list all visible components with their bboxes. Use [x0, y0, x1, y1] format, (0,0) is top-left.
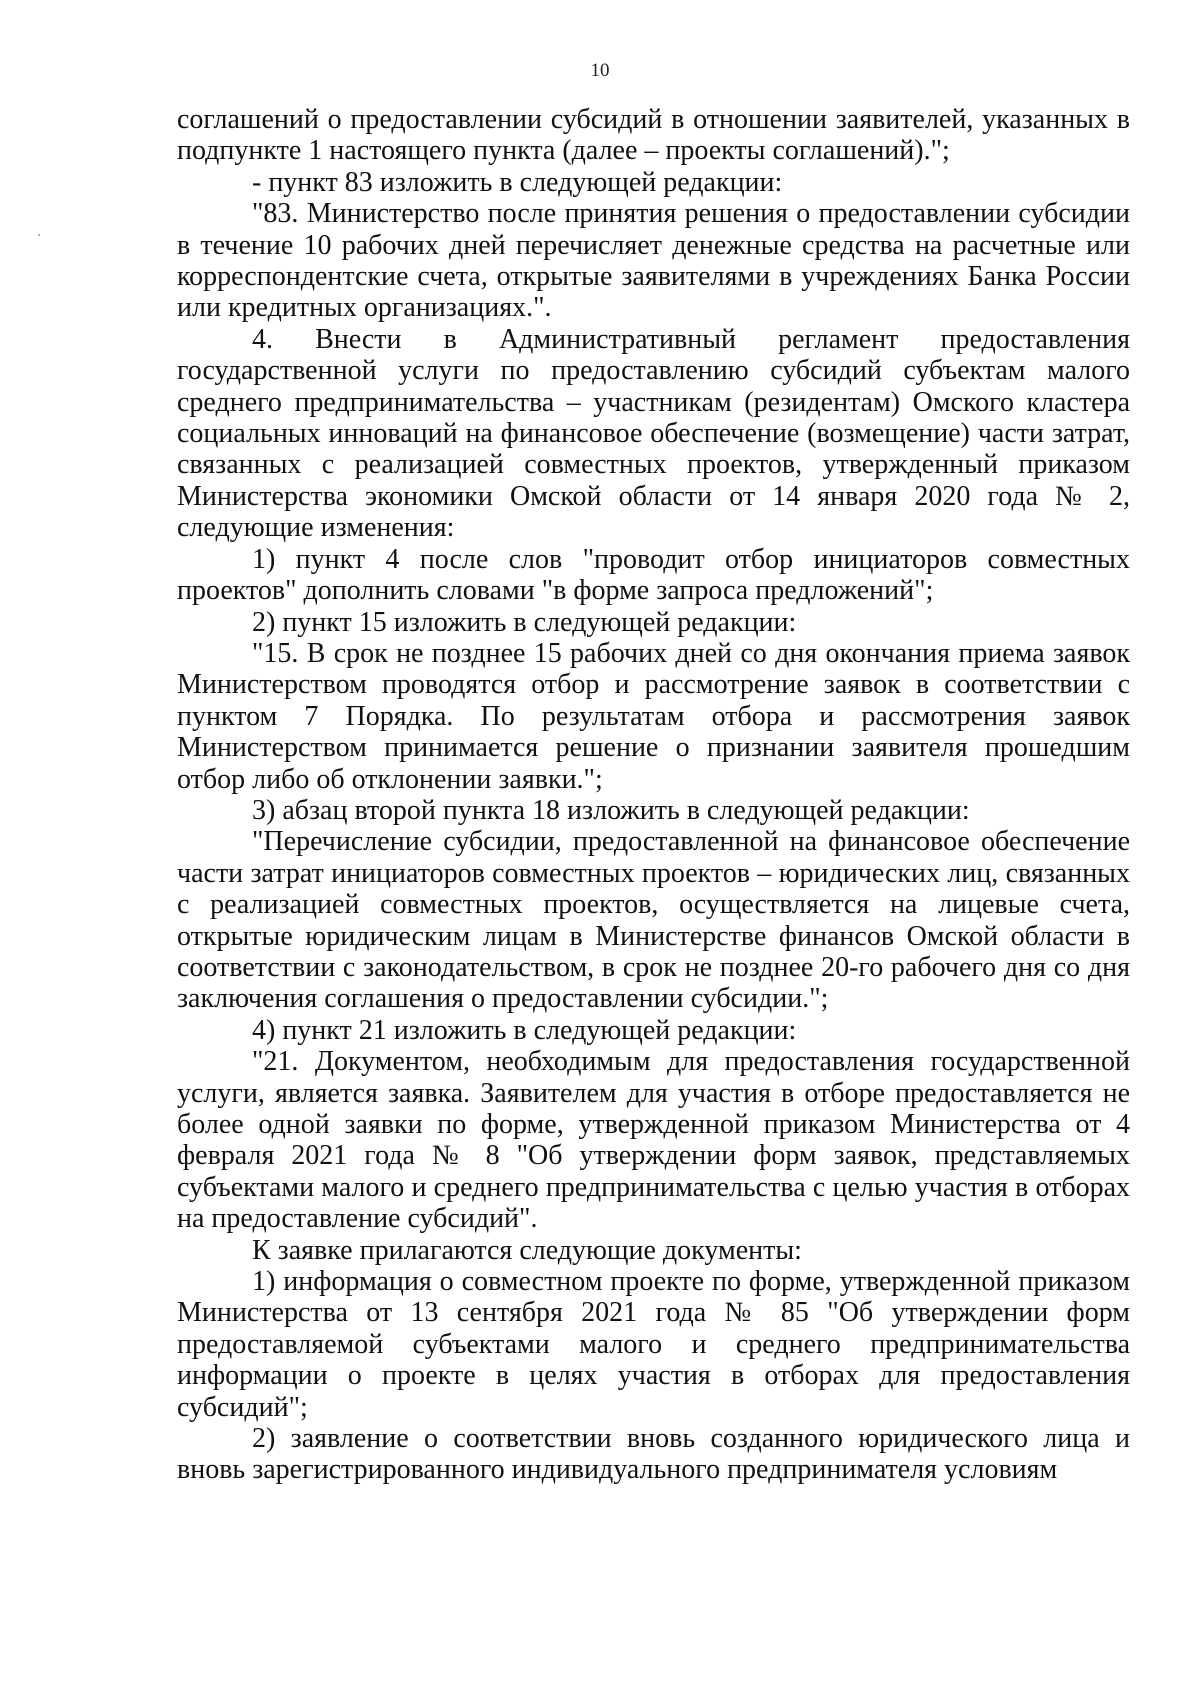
paragraph: - пункт 83 изложить в следующей редакции:: [252, 166, 783, 198]
page-number: 10: [590, 60, 610, 81]
paragraph: "15. В срок не позднее 15 рабочих дней со дня окончания приема заявок Министерством проводятся отбор и рассмотрение заявок в соответствии с пунктом 7 Порядка. По результатам отбора и рассмотрения заявок Министерством принимается решение о признании заявителя прошедшим отбор либо об отклонении заявки.";: [177, 637, 1130, 795]
paragraph: 1) пункт 4 после слов "проводит отбор инициаторов совместных проектов" дополнить словами "в форме запроса предложений";: [177, 543, 1130, 607]
paragraph: 2) заявление о соответствии вновь созданного юридического лица и вновь зарегистрированного индивидуального предпринимателя условиям: [177, 1423, 1130, 1486]
document-body: [177, 104, 1130, 1486]
paragraph: 4. Внести в Административный регламент предоставления государственной услуги по предоставлению субсидий субъектам малого среднего предпринимательства – участникам (резидентам) Омского кластера социальных инноваций на финансовое обеспечение (возмещение) части затрат, связанных с реализацией совместных проектов, утвержденный приказом Министерства экономики Омской области от 14 января 2020 года № 2, следующие изменения:: [177, 323, 1130, 544]
paragraph: 4) пункт 21 изложить в следующей редакции:: [252, 1014, 797, 1046]
paragraph: К заявке прилагаются следующие документы:: [252, 1234, 802, 1266]
paragraph: 1) информация о совместном проекте по форме, утвержденной приказом Министерства от 13 сентября 2021 года № 85 "Об утверждении форм предоставляемой субъектами малого и среднего предпринимательства информации о проекте в целях участия в отборах для предоставления субсидий";: [177, 1266, 1130, 1423]
paragraph: 3) абзац второй пункта 18 изложить в следующей редакции:: [252, 794, 970, 826]
paragraph: "83. Министерство после принятия решения о предоставлении субсидии в течение 10 рабочих дней перечисляет денежные средства на расчетные или корреспондентские счета, открытые заявителями в учреждениях Банка России или кредитных организациях.".: [177, 198, 1130, 324]
paragraph: "21. Документом, необходимым для предоставления государственной услуги, является заявка. Заявителем для участия в отборе предоставляется не более одной заявки по форме, утвержденной приказом Министерства от 4 февраля 2021 года № 8 "Об утверждении форм заявок, представляемых субъектами малого и среднего предпринимательства с целью участия в отборах на предоставление субсидий".: [177, 1046, 1130, 1235]
scan-speck: [38, 234, 40, 236]
paragraph: соглашений о предоставлении субсидий в отношении заявителей, указанных в подпункте 1 настоящего пункта (далее – проекты соглашений).";: [177, 104, 1130, 167]
paragraph: 2) пункт 15 изложить в следующей редакции:: [252, 606, 797, 638]
paragraph: "Перечисление субсидии, предоставленной на финансовое обеспечение части затрат инициаторов совместных проектов – юридических лиц, связанных с реализацией совместных проектов, осуществляется на лицевые счета, открытые юридическим лицам в Министерстве финансов Омской области в соответствии с законодательством, в срок не позднее 20-го рабочего дня со дня заключения соглашения о предоставлении субсидии.";: [177, 826, 1130, 1015]
